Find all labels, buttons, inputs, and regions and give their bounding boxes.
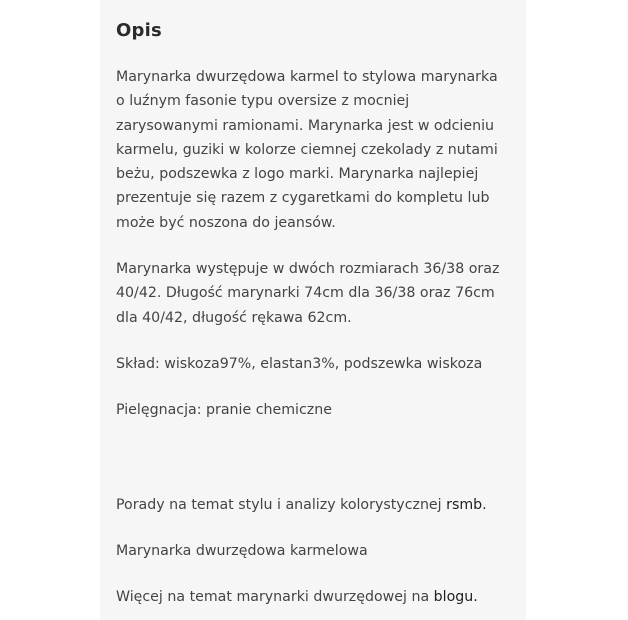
section-title: Opis <box>116 20 162 41</box>
description-paragraph: Marynarka dwurzędowa karmel to stylowa marynarka o luźnym fasonie typu oversize z mocniej zarysowanymi ramionami. Marynarka jest w odcieniu karmelu, guziki w kolorze ciemnej czekolady z nutami beżu, podszewka z logo marki. Marynarka najlepiej prezentuje się razem z cygaretkami do kompletu lub może być noszona do jeansów. <box>116 69 498 231</box>
composition-paragraph: Skład: wiskoza97%, elastan3%, podszewka wiskoza <box>116 355 483 372</box>
blog-link[interactable]: blogu. <box>433 589 478 606</box>
care-paragraph: Pielęgnacja: pranie chemiczne <box>116 402 332 419</box>
product-description-panel <box>100 0 526 620</box>
sizes-paragraph: Marynarka występuje w dwóch rozmiarach 36/38 oraz 40/42. Długość marynarki 74cm dla 36/38 oraz 76cm dla 40/42, długość rękawa 62cm. <box>116 261 500 326</box>
blog-paragraph <box>116 585 508 609</box>
style-advice-text: Porady na temat stylu i analizy kolorystycznej <box>116 496 447 513</box>
style-advice-paragraph <box>116 493 508 517</box>
blog-text: Więcej na temat marynarki dwurzędowej na <box>116 589 434 606</box>
product-name-paragraph: Marynarka dwurzędowa karmelowa <box>116 542 368 559</box>
rsmb-link[interactable]: rsmb. <box>446 496 487 513</box>
